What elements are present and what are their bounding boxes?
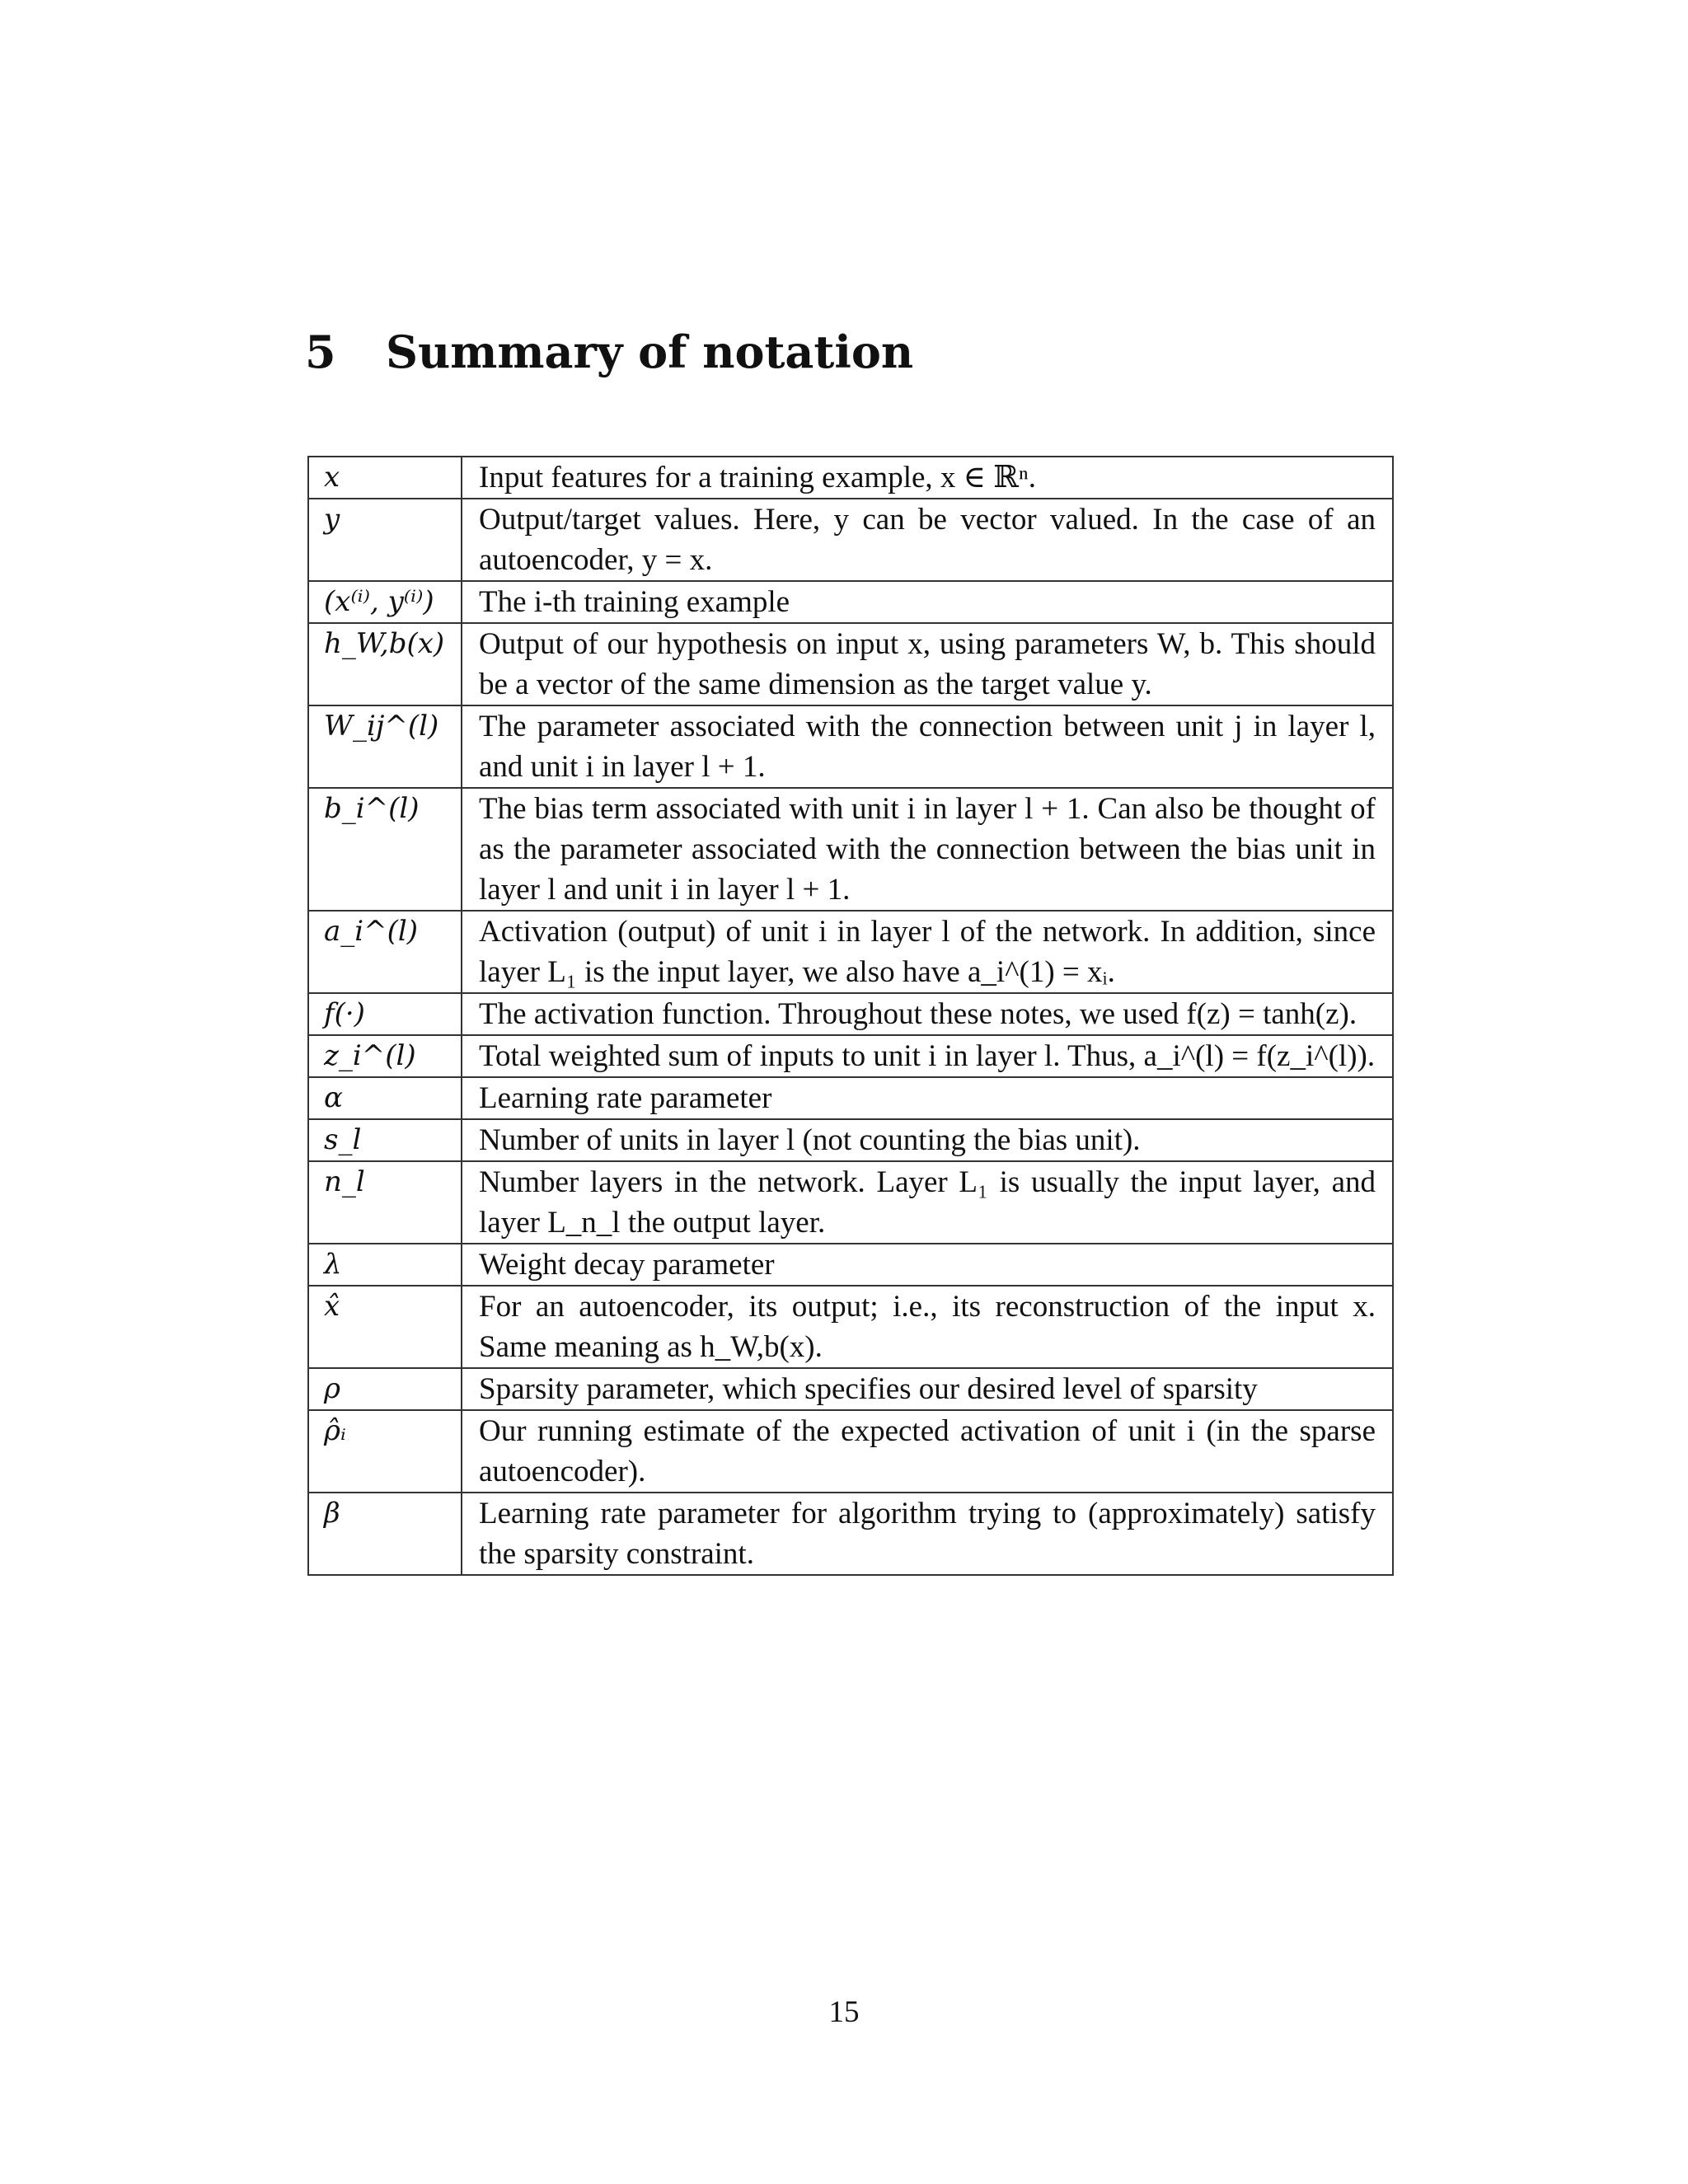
notation-symbol: W_ij^(l) — [308, 705, 462, 788]
notation-symbol: (x⁽ⁱ⁾, y⁽ⁱ⁾) — [308, 581, 462, 623]
table-row — [308, 1161, 1393, 1244]
table-row — [308, 993, 1393, 1035]
table-row — [308, 1286, 1393, 1368]
table-row — [308, 1119, 1393, 1161]
notation-description: Sparsity parameter, which specifies our desired level of sparsity — [462, 1368, 1393, 1410]
notation-symbol: z_i^(l) — [308, 1035, 462, 1077]
table-row — [308, 705, 1393, 788]
notation-symbol: x̂ — [308, 1286, 462, 1368]
section-heading — [305, 326, 914, 378]
table-row — [308, 1035, 1393, 1077]
notation-description: Total weighted sum of inputs to unit i in layer l. Thus, a_i^(l) = f(z_i^(l)). — [462, 1035, 1393, 1077]
notation-symbol: n_l — [308, 1161, 462, 1244]
table-row — [308, 1410, 1393, 1493]
notation-symbol: ρ — [308, 1368, 462, 1410]
notation-symbol: s_l — [308, 1119, 462, 1161]
table-row — [308, 499, 1393, 581]
notation-symbol: f(·) — [308, 993, 462, 1035]
notation-description: Input features for a training example, x ∈ ℝⁿ. — [462, 457, 1393, 499]
section-title: Summary of notation — [386, 326, 914, 378]
notation-description: The activation function. Throughout these notes, we used f(z) = tanh(z). — [462, 993, 1393, 1035]
notation-description: Our running estimate of the expected activation of unit i (in the sparse autoencoder). — [462, 1410, 1393, 1493]
notation-description: Number layers in the network. Layer L₁ is usually the input layer, and layer L_n_l the output layer. — [462, 1161, 1393, 1244]
table-row — [308, 623, 1393, 705]
notation-symbol: λ — [308, 1244, 462, 1286]
notation-description: Learning rate parameter for algorithm trying to (approximately) satisfy the sparsity constraint. — [462, 1493, 1393, 1575]
page-number: 15 — [828, 1995, 860, 2029]
table-row — [308, 457, 1393, 499]
notation-table — [307, 456, 1394, 1576]
table-row — [308, 1244, 1393, 1286]
notation-symbol: b_i^(l) — [308, 788, 462, 911]
notation-description: Learning rate parameter — [462, 1077, 1393, 1119]
table-row — [308, 1077, 1393, 1119]
notation-symbol: x — [308, 457, 462, 499]
notation-symbol: β — [308, 1493, 462, 1575]
notation-description: Weight decay parameter — [462, 1244, 1393, 1286]
notation-description: The bias term associated with unit i in layer l + 1. Can also be thought of as the parameter associated with the connection between the bias unit in layer l and unit i in layer l + 1. — [462, 788, 1393, 911]
table-row — [308, 788, 1393, 911]
notation-symbol: ρ̂ᵢ — [308, 1410, 462, 1493]
table-row — [308, 1493, 1393, 1575]
notation-description: The i-th training example — [462, 581, 1393, 623]
notation-symbol: y — [308, 499, 462, 581]
notation-description: Number of units in layer l (not counting the bias unit). — [462, 1119, 1393, 1161]
table-row — [308, 581, 1393, 623]
notation-description: Activation (output) of unit i in layer l of the network. In addition, since layer L₁ is the input layer, we also have a_i^(1) = xᵢ. — [462, 911, 1393, 993]
notation-description: The parameter associated with the connection between unit j in layer l, and unit i in layer l + 1. — [462, 705, 1393, 788]
table-row — [308, 911, 1393, 993]
notation-description: Output/target values. Here, y can be vector valued. In the case of an autoencoder, y = x. — [462, 499, 1393, 581]
notation-description: For an autoencoder, its output; i.e., its reconstruction of the input x. Same meaning as h_W,b(x). — [462, 1286, 1393, 1368]
notation-symbol: a_i^(l) — [308, 911, 462, 993]
section-number: 5 — [305, 326, 336, 378]
notation-symbol: h_W,b(x) — [308, 623, 462, 705]
notation-description: Output of our hypothesis on input x, using parameters W, b. This should be a vector of the same dimension as the target value y. — [462, 623, 1393, 705]
notation-symbol: α — [308, 1077, 462, 1119]
table-row — [308, 1368, 1393, 1410]
